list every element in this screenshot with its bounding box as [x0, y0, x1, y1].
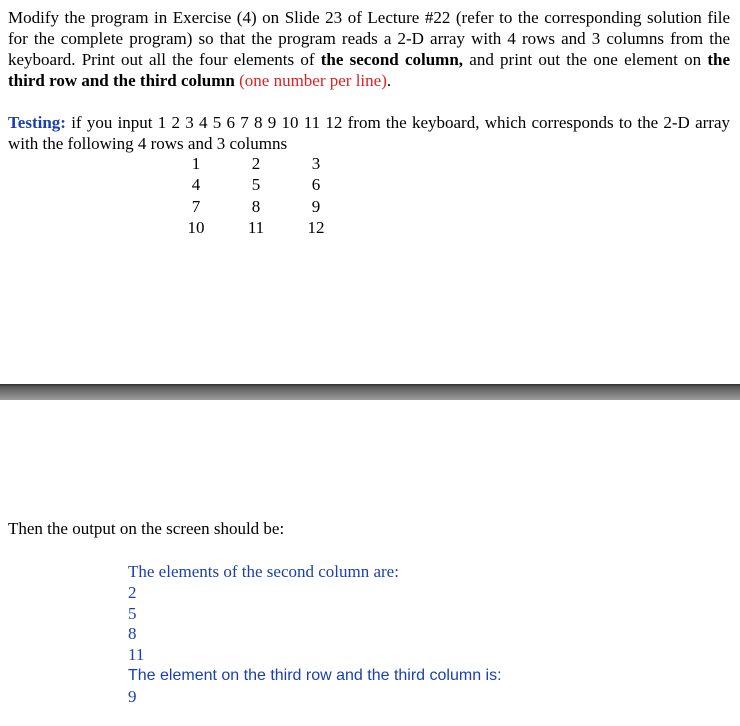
- expected-output: [128, 562, 502, 708]
- matrix-cell-r2c1: 4: [191, 175, 201, 194]
- matrix-cell-r1c3: 3: [311, 154, 321, 173]
- output-intro: Then the output on the screen should be:: [8, 519, 285, 538]
- matrix-cell-r1c2: 2: [251, 154, 261, 173]
- matrix-cell-r4c1: 10: [187, 218, 205, 237]
- matrix-cell-r3c3: 9: [311, 197, 321, 216]
- output-value: 9: [128, 686, 137, 706]
- matrix-cell-r4c2: 11: [247, 218, 265, 237]
- matrix-cell-r2c2: 5: [251, 175, 261, 194]
- testing-label: Testing:: [8, 113, 66, 132]
- exercise-bold-third-row-column: the third row and the third column: [8, 50, 730, 90]
- exercise-text-3: .: [386, 71, 392, 90]
- output-heading-second-column: The elements of the second column are:: [128, 562, 399, 581]
- matrix-cell-r1c1: 1: [191, 154, 201, 173]
- exercise-paragraph: [8, 7, 730, 91]
- output-value: 8: [128, 624, 137, 644]
- output-value: 11: [128, 645, 145, 665]
- exercise-red-note: (one number per line): [234, 71, 387, 90]
- matrix-cell-r4c3: 12: [307, 218, 325, 237]
- output-heading-third-row-column: The element on the third row and the third column is:: [128, 666, 502, 684]
- testing-paragraph: [8, 112, 730, 154]
- exercise-bold-second-column: the second column,: [320, 50, 464, 69]
- matrix-cell-r3c1: 7: [191, 197, 201, 216]
- output-value: 5: [128, 603, 137, 623]
- matrix-cell-r3c2: 8: [251, 197, 261, 216]
- output-value: 2: [128, 582, 137, 602]
- exercise-text-1: Modify the program in Exercise (4) on Slide 23 of Lecture #22 (refer to the corresponding solution file for the complete program) so that the program reads a 2-D array with 4 rows and 3 columns from the keyboard. Print out all the four elements of: [8, 8, 730, 69]
- exercise-text-2: and print out the one element on: [463, 50, 708, 69]
- matrix-cell-r2c3: 6: [311, 175, 321, 194]
- testing-text: if you input 1 2 3 4 5 6 7 8 9 10 11 12 from the keyboard, which corresponds to the 2-D array with the following 4 rows and 3 columns: [8, 113, 730, 153]
- page-divider: [0, 384, 740, 400]
